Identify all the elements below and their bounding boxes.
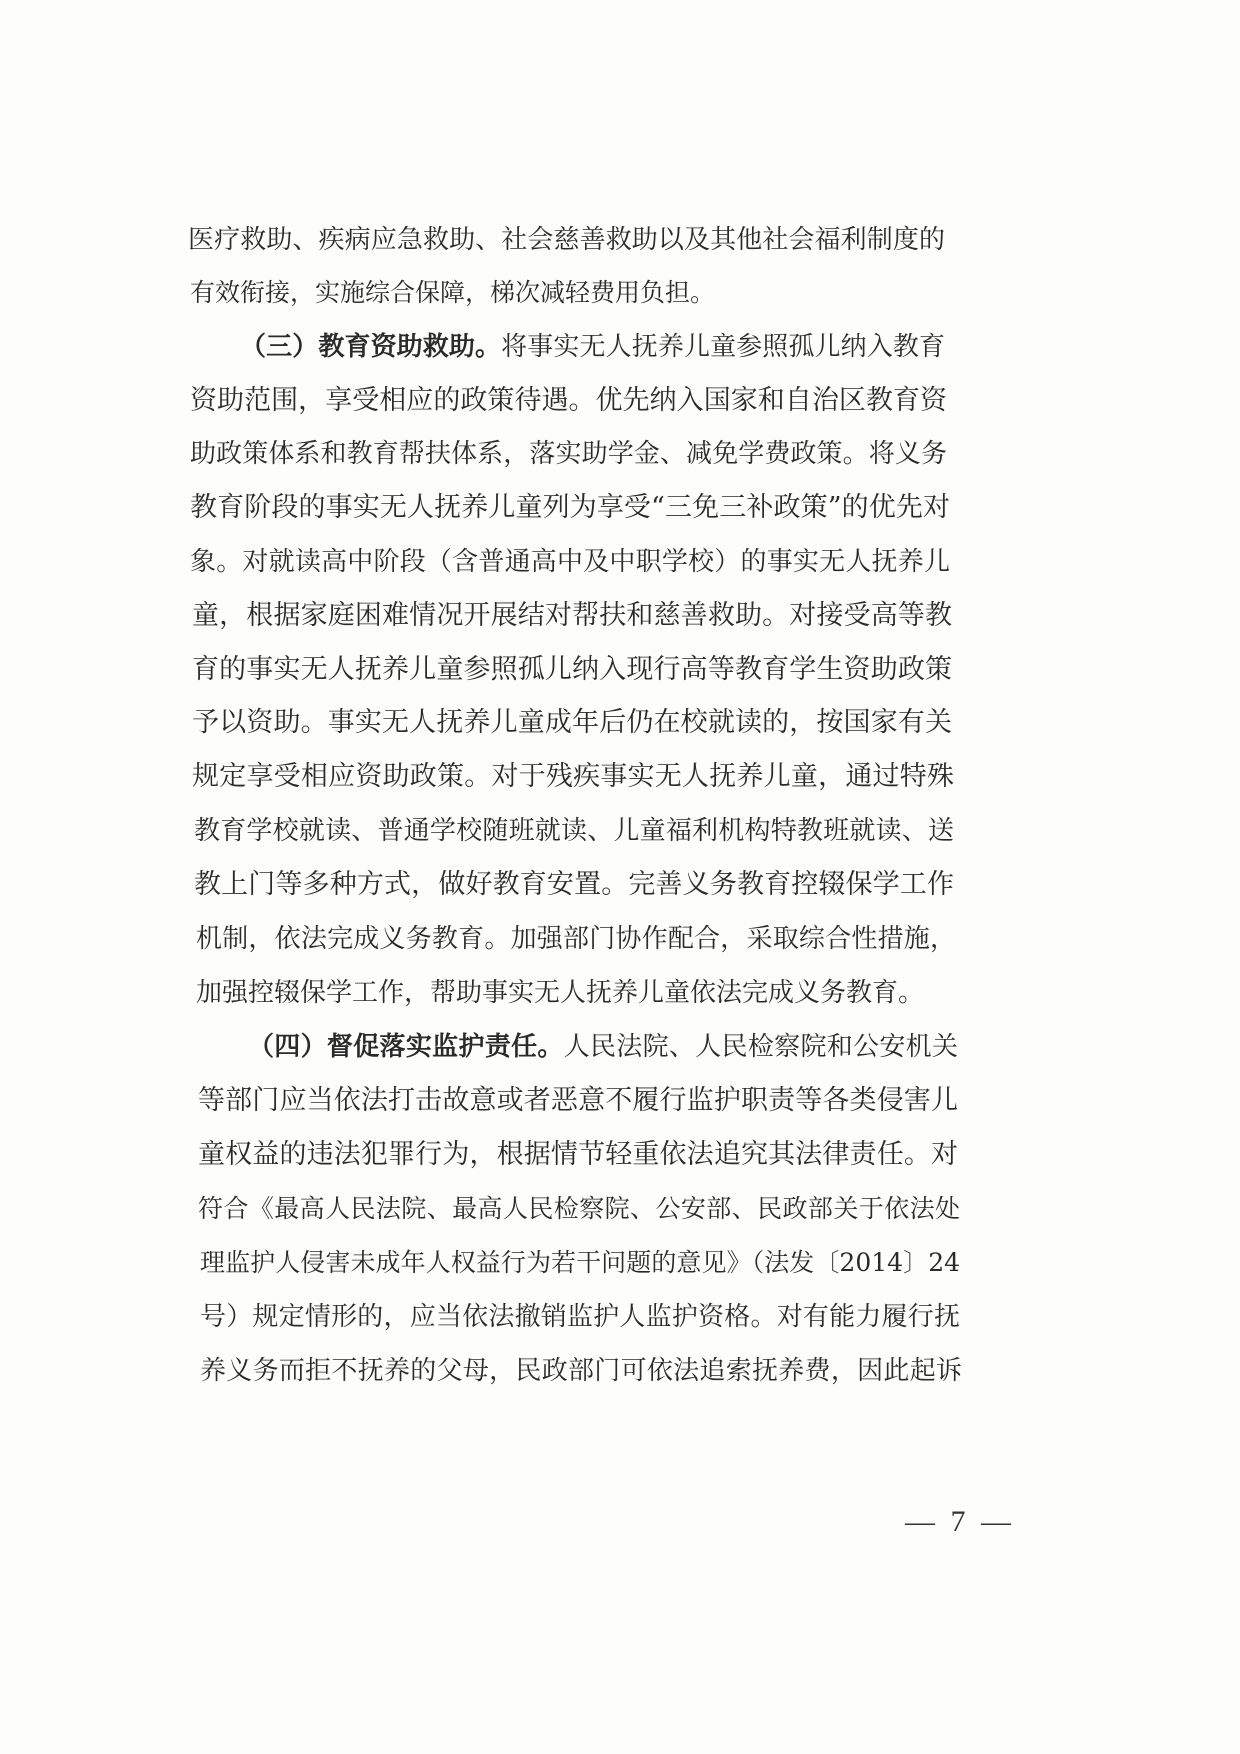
line-text: 资助范围，享受相应的政策待遇。优先纳入国家和自治区教育资 — [190, 385, 947, 416]
line-text: 等部门应当依法打击故意或者恶意不履行监护职责等各类侵害儿 — [198, 1085, 958, 1116]
text-line — [194, 863, 954, 907]
text-line — [194, 809, 954, 853]
text-line — [192, 701, 952, 745]
text-line — [190, 540, 950, 584]
line-text: 养义务而拒不抚养的父母，民政部门可依法追索抚养费，因此起诉 — [200, 1356, 962, 1386]
line-text: 号）规定情形的，应当依法撤销监护人监护资格。对有能力履行抚 — [200, 1302, 960, 1332]
text-line — [198, 1079, 958, 1123]
text-line — [198, 1133, 958, 1177]
line-text: 机制，依法完成义务教育。加强部门协作配合，采取综合性措施， — [196, 924, 956, 954]
text-line — [196, 917, 956, 961]
line-text: 教育学校就读、普通学校随班就读、儿童福利机构特教班就读、送 — [194, 816, 954, 846]
line-text: 象。对就读高中阶段（含普通高中及中职学校）的事实无人抚养儿 — [190, 547, 950, 577]
text-line — [196, 971, 940, 1015]
line-text: 童权益的违法犯罪行为，根据情节轻重依法追究其法律责任。对 — [198, 1139, 958, 1170]
line-text: 教上门等多种方式，做好教育安置。完善义务教育控辍保学工作 — [194, 869, 954, 900]
text-line — [200, 1295, 960, 1339]
text-line — [200, 1241, 960, 1285]
line-text: 人民法院、人民检察院和公安机关 — [563, 1032, 958, 1062]
line-text: 有效衔接，实施综合保障，梯次减轻费用负担。 — [190, 278, 716, 307]
page-number: — 7 — — [905, 1505, 1015, 1538]
line-text: 医疗救助、疾病应急救助、社会慈善救助以及其他社会福利制度的 — [188, 225, 945, 255]
text-line — [240, 325, 945, 369]
line-text: 符合《最高人民法院、最高人民检察院、公安部、民政部关于依法处 — [198, 1194, 960, 1223]
line-text: 童，根据家庭困难情况开展结对帮扶和慈善救助。对接受高等教 — [192, 600, 952, 631]
text-line — [190, 379, 947, 423]
text-line — [198, 1187, 960, 1231]
text-line — [190, 486, 950, 530]
line-text: 加强控辍保学工作，帮助事实无人抚养儿童依法完成义务教育。 — [196, 978, 925, 1008]
line-text: 理监护人侵害未成年人权益行为若干问题的意见》（法发〔2014〕24 — [200, 1248, 960, 1277]
section-heading: （三）教育资助救助。 — [240, 332, 502, 362]
line-text: 将事实无人抚养儿童参照孤儿纳入教育 — [501, 332, 945, 362]
line-text: 教育阶段的事实无人抚养儿童列为享受“三免三补政策”的优先对 — [190, 492, 950, 523]
text-line — [190, 271, 720, 315]
line-text: 育的事实无人抚养儿童参照孤儿纳入现行高等教育学生资助政策 — [192, 654, 952, 685]
line-text: 助政策体系和教育帮扶体系，落实助学金、减免学费政策。将义务 — [190, 439, 947, 469]
text-line — [192, 594, 952, 638]
line-text: 规定享受相应资助政策。对于残疾事实无人抚养儿童，通过特殊 — [192, 761, 954, 792]
text-line — [190, 432, 947, 476]
text-line — [200, 1349, 962, 1393]
text-line — [248, 1025, 958, 1069]
section-heading: （四）督促落实监护责任。 — [248, 1032, 564, 1062]
line-text: 予以资助。事实无人抚养儿童成年后仍在校就读的，按国家有关 — [192, 707, 952, 738]
text-line — [188, 218, 945, 262]
text-line — [192, 755, 954, 799]
text-line — [192, 648, 952, 692]
